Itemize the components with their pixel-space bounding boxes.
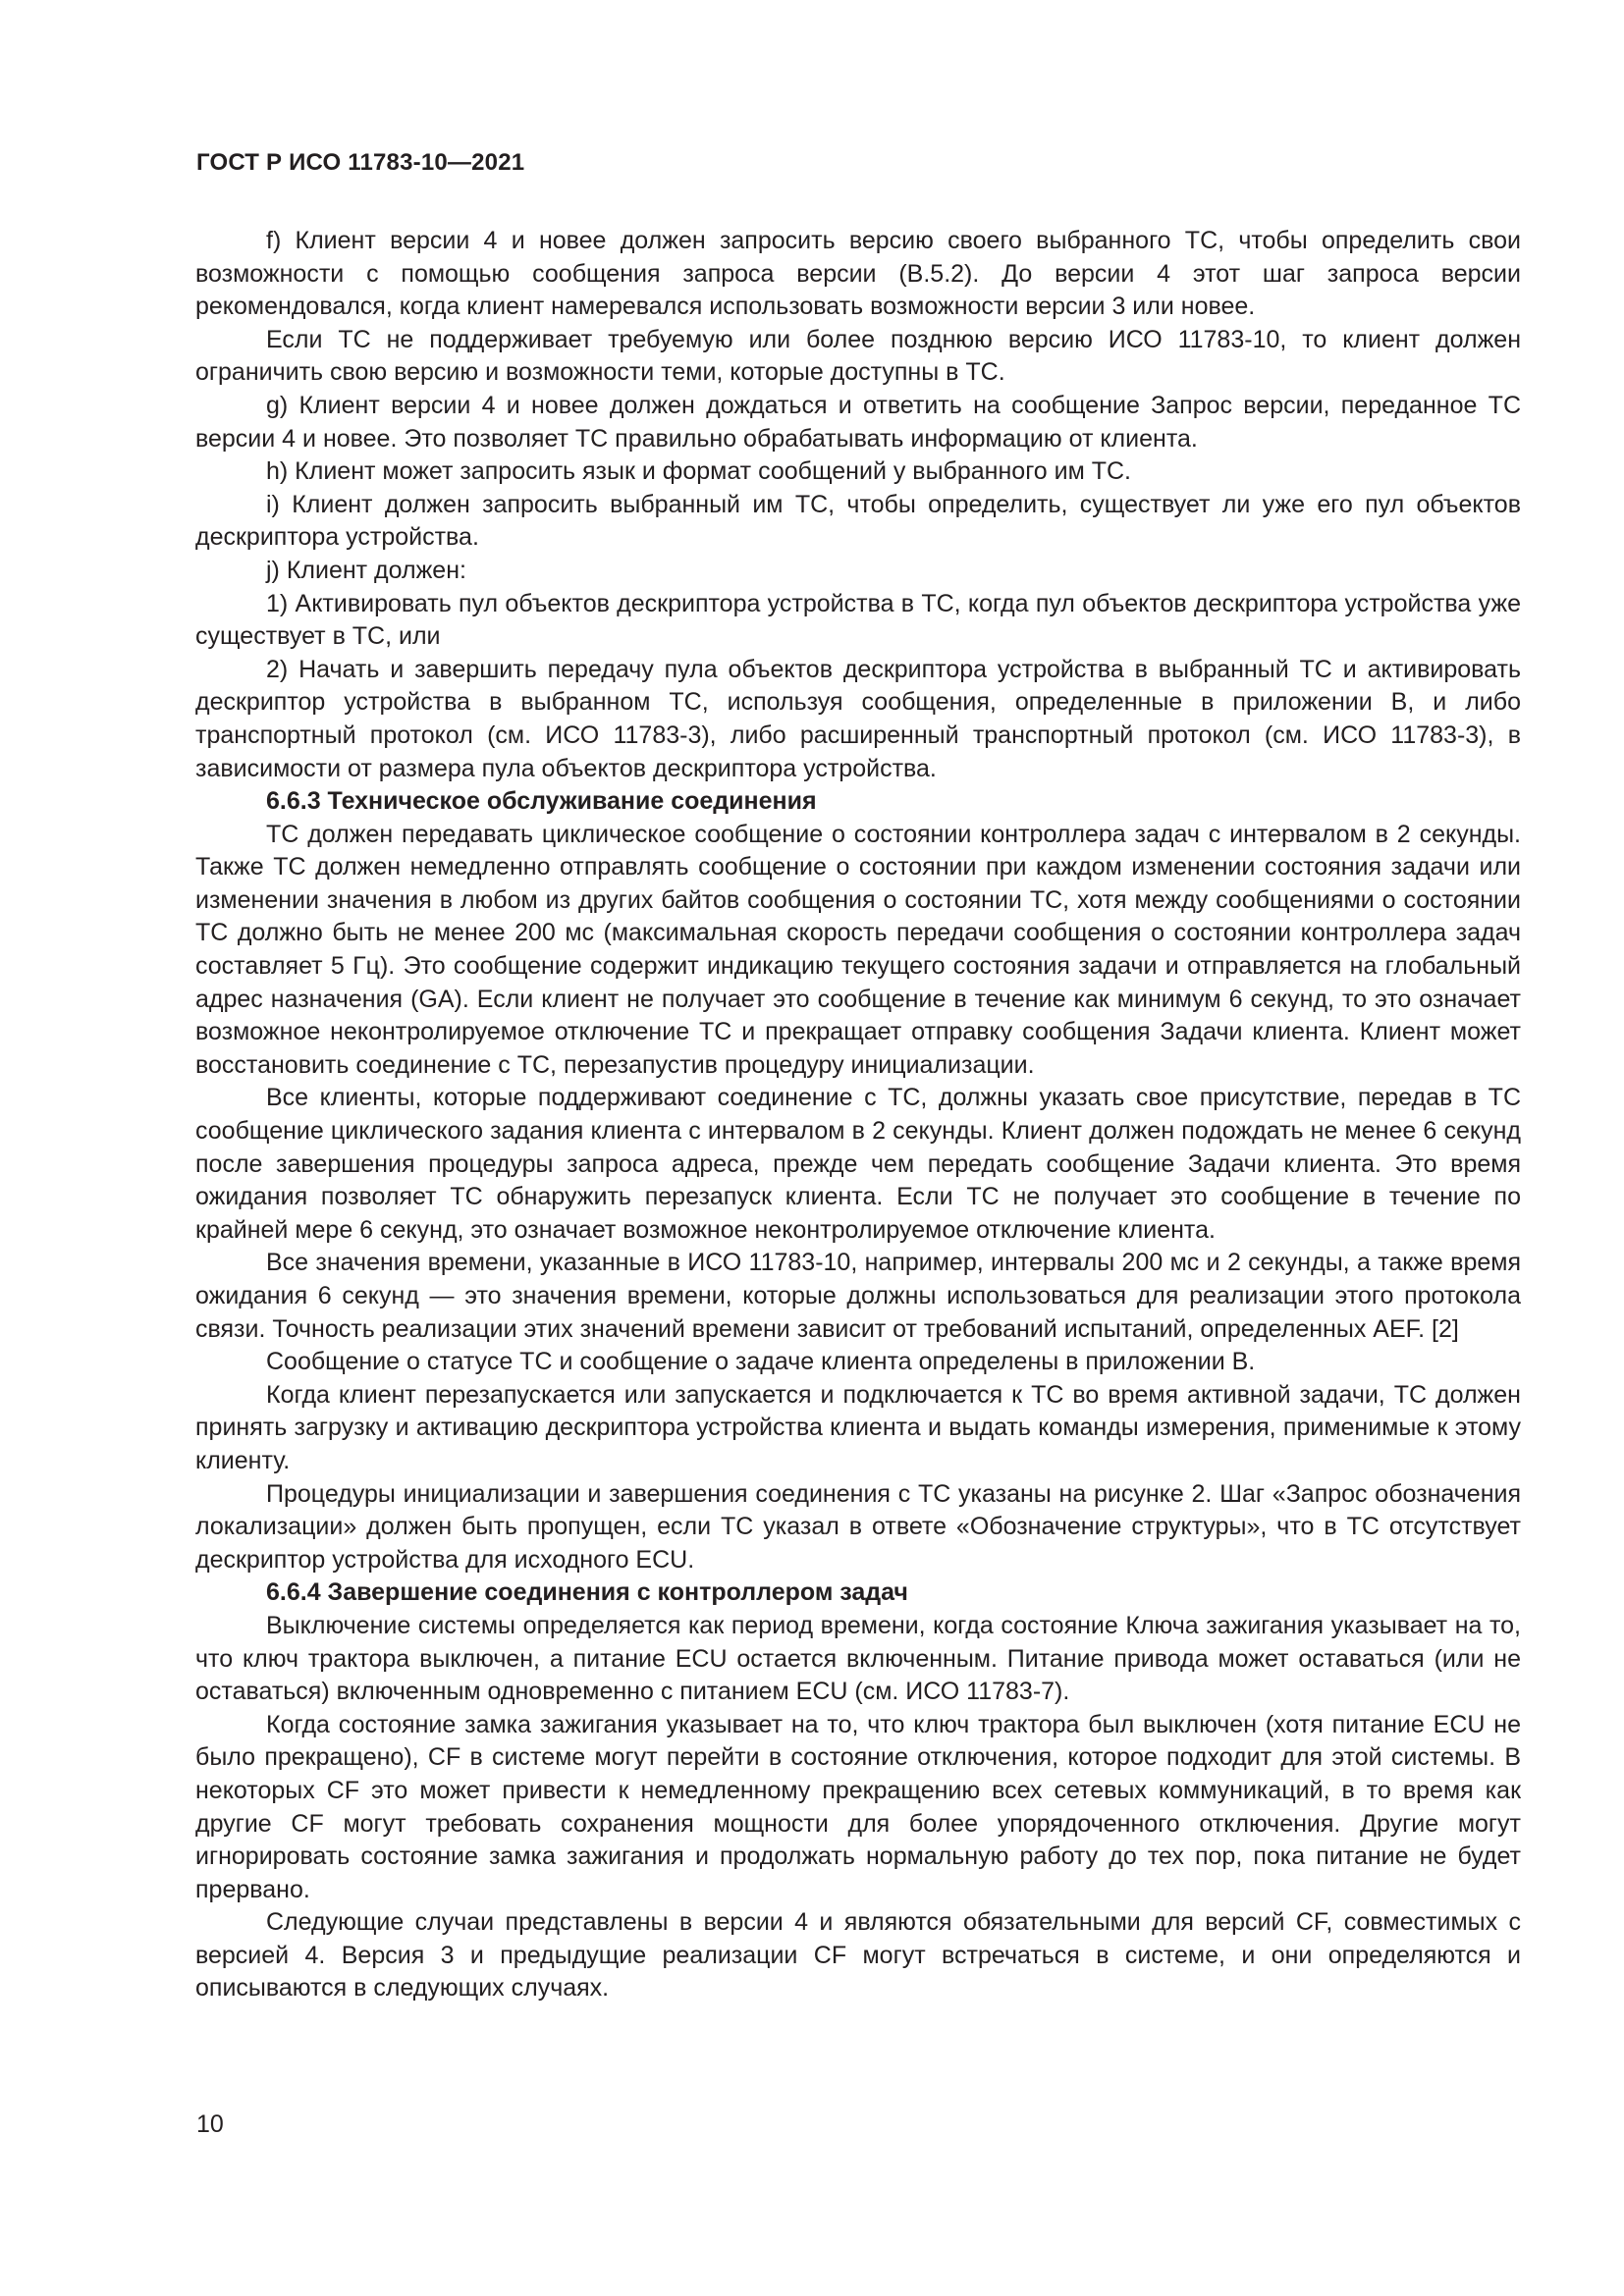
paragraph: Когда состояние замка зажигания указывает на то, что ключ трактора был выключен (хотя питание ECU не было прекращено), CF в системе могут перейти в состояние отключения, которое подходит для этой системы. В некоторых CF это может привести к немедленному прекращению всех сетевых коммуникаций, в то время как другие CF могут требовать сохранения мощности для более упорядоченного отключения. Другие могут игнорировать состояние замка зажигания и продолжать нормальную работу до тех пор, пока питание не будет прервано. [195,1710,1521,1903]
paragraph: Процедуры инициализации и завершения соединения с ТС указаны на рисунке 2. Шаг «Запрос обозначения локализации» должен быть пропущен, если ТС указал в ответе «Обозначение структуры», что в ТС отсутствует дескриптор устройства для исходного ECU. [195,1479,1521,1574]
list-item-i: i) Клиент должен запросить выбранный им ТС, чтобы определить, существует ли уже его пул объектов дескриптора устройства. [195,490,1521,552]
paragraph: Сообщение о статусе ТС и сообщение о задаче клиента определены в приложении В. [266,1348,1256,1376]
paragraph: Следующие случаи представлены в версии 4 и являются обязательными для версий CF, совместимых с версией 4. Версия 3 и предыдущие реализации CF могут встречаться в системе, и они определяются и описываются в следующих случаях. [195,1908,1521,2002]
page-number: 10 [196,2110,224,2138]
list-item-f: f) Клиент версии 4 и новее должен запросить версию своего выбранного ТС, чтобы определить свои возможности с помощью сообщения запроса версии (В.5.2). До версии 4 этот шаг запроса версии рекомендовался, когда клиент намеревался использовать возможности версии 3 или новее. [195,227,1521,321]
list-item-g: g) Клиент версии 4 и новее должен дождаться и ответить на сообщение Запрос версии, переданное ТС версии 4 и новее. Это позволяет ТС правильно обрабатывать информацию от клиента. [195,391,1521,453]
paragraph: Выключение системы определяется как период времени, когда состояние Ключа зажигания указывает на то, что ключ трактора выключен, а питание ECU остается включенным. Питание привода может оставаться (или не оставаться) включенным одновременно с питанием ECU (см. ИСО 11783-7). [195,1611,1521,1706]
document-header: ГОСТ Р ИСО 11783-10—2021 [196,149,525,176]
paragraph: ТС должен передавать циклическое сообщение о состоянии контроллера задач с интервалом в 2 секунды. Также ТС должен немедленно отправлять сообщение о состоянии при каждом изменении состояния задачи или изменении значения в любом из других байтов сообщения о состоянии ТС, хотя между сообщениями о состоянии ТС должно быть не менее 200 мс (максимальная скорость передачи сообщения о состоянии контроллера задач составляет 5 Гц). Это сообщение содержит индикацию текущего состояния задачи и отправляется на глобальный адрес назначения (GA). Если клиент не получает это сообщение в течение как минимум 6 секунд, то это означает возможное неконтролируемое отключение ТС и прекращает отправку сообщения Задачи клиента. Клиент может восстановить соединение с ТС, перезапустив процедуру инициализации. [195,820,1521,1079]
list-subitem-2: 2) Начать и завершить передачу пула объектов дескриптора устройства в выбранный ТС и активировать дескриптор устройства в выбранном ТС, используя сообщения, определенные в приложении В, и либо транспортный протокол (см. ИСО 11783-3), либо расширенный транспортный протокол (см. ИСО 11783-3), в зависимости от размера пула объектов дескриптора устройства. [195,655,1521,782]
paragraph: Если ТС не поддерживает требуемую или более позднюю версию ИСО 11783-10, то клиент должен ограничить свою версию и возможности теми, которые доступны в ТС. [195,325,1521,387]
document-body [195,225,1521,2005]
paragraph: Все клиенты, которые поддерживают соединение с ТС, должны указать свое присутствие, передав в ТС сообщение циклического задания клиента с интервалом в 2 секунды. Клиент должен подождать не менее 6 секунд после завершения процедуры запроса адреса, прежде чем передать сообщение Задачи клиента. Это время ожидания позволяет ТС обнаружить перезапуск клиента. Если ТС не получает это сообщение в течение по крайней мере 6 секунд, это означает возможное неконтролируемое отключение клиента. [195,1084,1521,1244]
paragraph: Все значения времени, указанные в ИСО 11783-10, например, интервалы 200 мс и 2 секунды, а также время ожидания 6 секунд — это значения времени, которые должны использоваться для реализации этого протокола связи. Точность реализации этих значений времени зависит от требований испытаний, определенных AEF. [2] [195,1249,1521,1343]
paragraph: Когда клиент перезапускается или запускается и подключается к ТС во время активной задачи, ТС должен принять загрузку и активацию дескриптора устройства клиента и выдать команды измерения, применимые к этому клиенту. [195,1380,1521,1474]
list-subitem-1: 1) Активировать пул объектов дескриптора устройства в ТС, когда пул объектов дескриптора устройства уже существует в ТС, или [195,589,1521,651]
section-heading-6-6-4: 6.6.4 Завершение соединения с контроллером задач [266,1578,908,1607]
section-heading-6-6-3: 6.6.3 Техническое обслуживание соединения [266,787,817,816]
list-item-j: j) Клиент должен: [266,556,466,584]
list-item-h: h) Клиент может запросить язык и формат сообщений у выбранного им ТС. [266,457,1131,486]
